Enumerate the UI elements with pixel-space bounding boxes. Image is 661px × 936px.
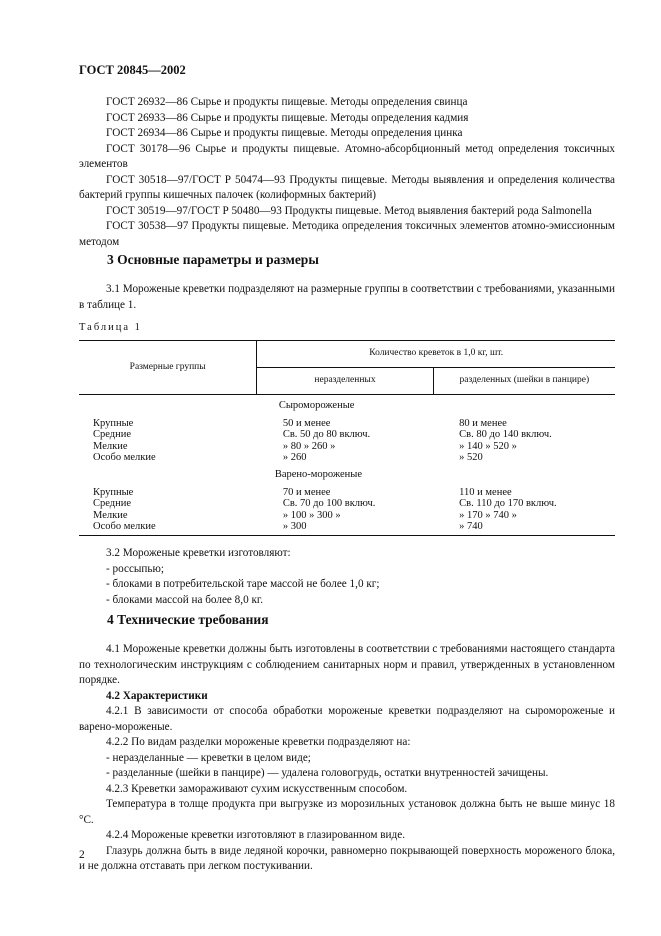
subheader-cooked-frozen: Варено-мороженые: [274, 468, 362, 480]
table-row: Мелкие » 80 » 260 » » 140 » 520 »: [93, 440, 517, 452]
reference-item: ГОСТ 30538—97 Продукты пищевые. Методика определения токсичных элементов атомно-эмиссионным методом: [79, 220, 615, 248]
paragraph-4-2-heading: 4.2 Характеристики: [106, 689, 208, 702]
column-group-header: Количество креветок в 1,0 кг, шт.: [257, 341, 615, 368]
reference-item: ГОСТ 30518—97/ГОСТ Р 50474—93 Продукты пищевые. Методы выявления и определения количества бактерий группы кишечных палочек (колиформных бактерий): [79, 173, 615, 201]
paragraph-4-2-1: 4.2.1 В зависимости от способа обработки мороженые креветки подразделяют на сыромороженые и варено-мороженые.: [79, 705, 615, 733]
paragraph-3-2: 3.2 Мороженые креветки изготовляют:: [106, 547, 291, 559]
reference-item: ГОСТ 26932—86 Сырье и продукты пищевые. Методы определения свинца: [106, 96, 468, 108]
column-header-size-group: Размерные группы: [79, 341, 257, 395]
column-header-peeled: разделенных (шейки в панцире): [433, 368, 615, 395]
paragraph-4-1: 4.1 Мороженые креветки должны быть изготовлены в соответствии с требованиями настоящего стандарта по технологическим инструкциям с соблюдением санитарных норм и правил, утвержденных в установленном порядке.: [79, 643, 615, 686]
document-header: ГОСТ 20845—2002: [79, 63, 186, 77]
size-groups-table: [79, 340, 615, 536]
page-number: 2: [79, 849, 85, 861]
reference-item: ГОСТ 30519—97/ГОСТ Р 50480—93 Продукты пищевые. Метод выявления бактерий рода Salmonella: [106, 204, 592, 217]
column-header-unpeeled: неразделенных: [257, 368, 433, 395]
reference-item: ГОСТ 26934—86 Сырье и продукты пищевые. Методы определения цинка: [106, 127, 463, 139]
list-item: - блоками массой на более 8,0 кг.: [106, 593, 264, 606]
reference-item: ГОСТ 30178—96 Сырье и продукты пищевые. Атомно-абсорбционный метод определения токсичных элементов: [79, 142, 615, 170]
list-item: - россыпью;: [106, 562, 164, 575]
paragraph-4-2-2: 4.2.2 По видам разделки мороженые креветки подразделяют на:: [106, 736, 411, 748]
list-item: - блоками в потребительской таре массой не более 1,0 кг;: [106, 578, 380, 590]
table-caption: Таблица 1: [79, 322, 142, 333]
paragraph-4-2-3: 4.2.3 Креветки замораживают сухим искусственным способом.: [106, 782, 408, 795]
subheader-raw-frozen: Сыромороженые: [278, 400, 355, 411]
table-row: Особо мелкие » 260 » 520: [93, 452, 483, 464]
list-item: - неразделанные — креветки в целом виде;: [106, 751, 311, 764]
list-item: - разделанные (шейки в панцире) — удалена головогрудь, остатки внутренностей зачищены.: [106, 767, 549, 779]
table-row: Средние Св. 50 до 80 включ. Св. 80 до 140 включ.: [93, 429, 552, 441]
section-3-2: [79, 546, 615, 608]
section-4-title: 4 Технические требования: [107, 612, 269, 627]
paragraph-3-1: 3.1 Мороженые креветки подразделяют на размерные группы в соответствии с требованиями, указанными в таблице 1.: [79, 283, 615, 311]
table-row: Средние Св. 70 до 100 включ. Св. 110 до 170 включ.: [93, 498, 557, 510]
paragraph-4-2-4: 4.2.4 Мороженые креветки изготовляют в глазированном виде.: [106, 829, 405, 841]
normative-references: [79, 95, 615, 250]
reference-item: ГОСТ 26933—86 Сырье и продукты пищевые. Методы определения кадмия: [106, 111, 469, 124]
table-row: Особо мелкие » 300 » 740: [93, 521, 483, 533]
section-3-intro: [79, 282, 615, 313]
table-row: Крупные 50 и менее 80 и менее: [93, 417, 507, 429]
paragraph-temperature: Температура в толще продукта при выгрузке из морозильных установок должна быть не выше минус 18 °С.: [79, 798, 615, 826]
paragraph-glaze: Глазурь должна быть в виде ледяной корочки, равномерно покрывающей поверхность мороженого блока, и не должна отставать при легком постукивании.: [79, 844, 615, 872]
table-row: Крупные 70 и менее 110 и менее: [93, 486, 512, 498]
table-row: Мелкие » 100 » 300 » » 170 » 740 »: [93, 509, 517, 521]
section-3-title: 3 Основные параметры и размеры: [107, 252, 319, 267]
section-4-body: [79, 642, 615, 875]
